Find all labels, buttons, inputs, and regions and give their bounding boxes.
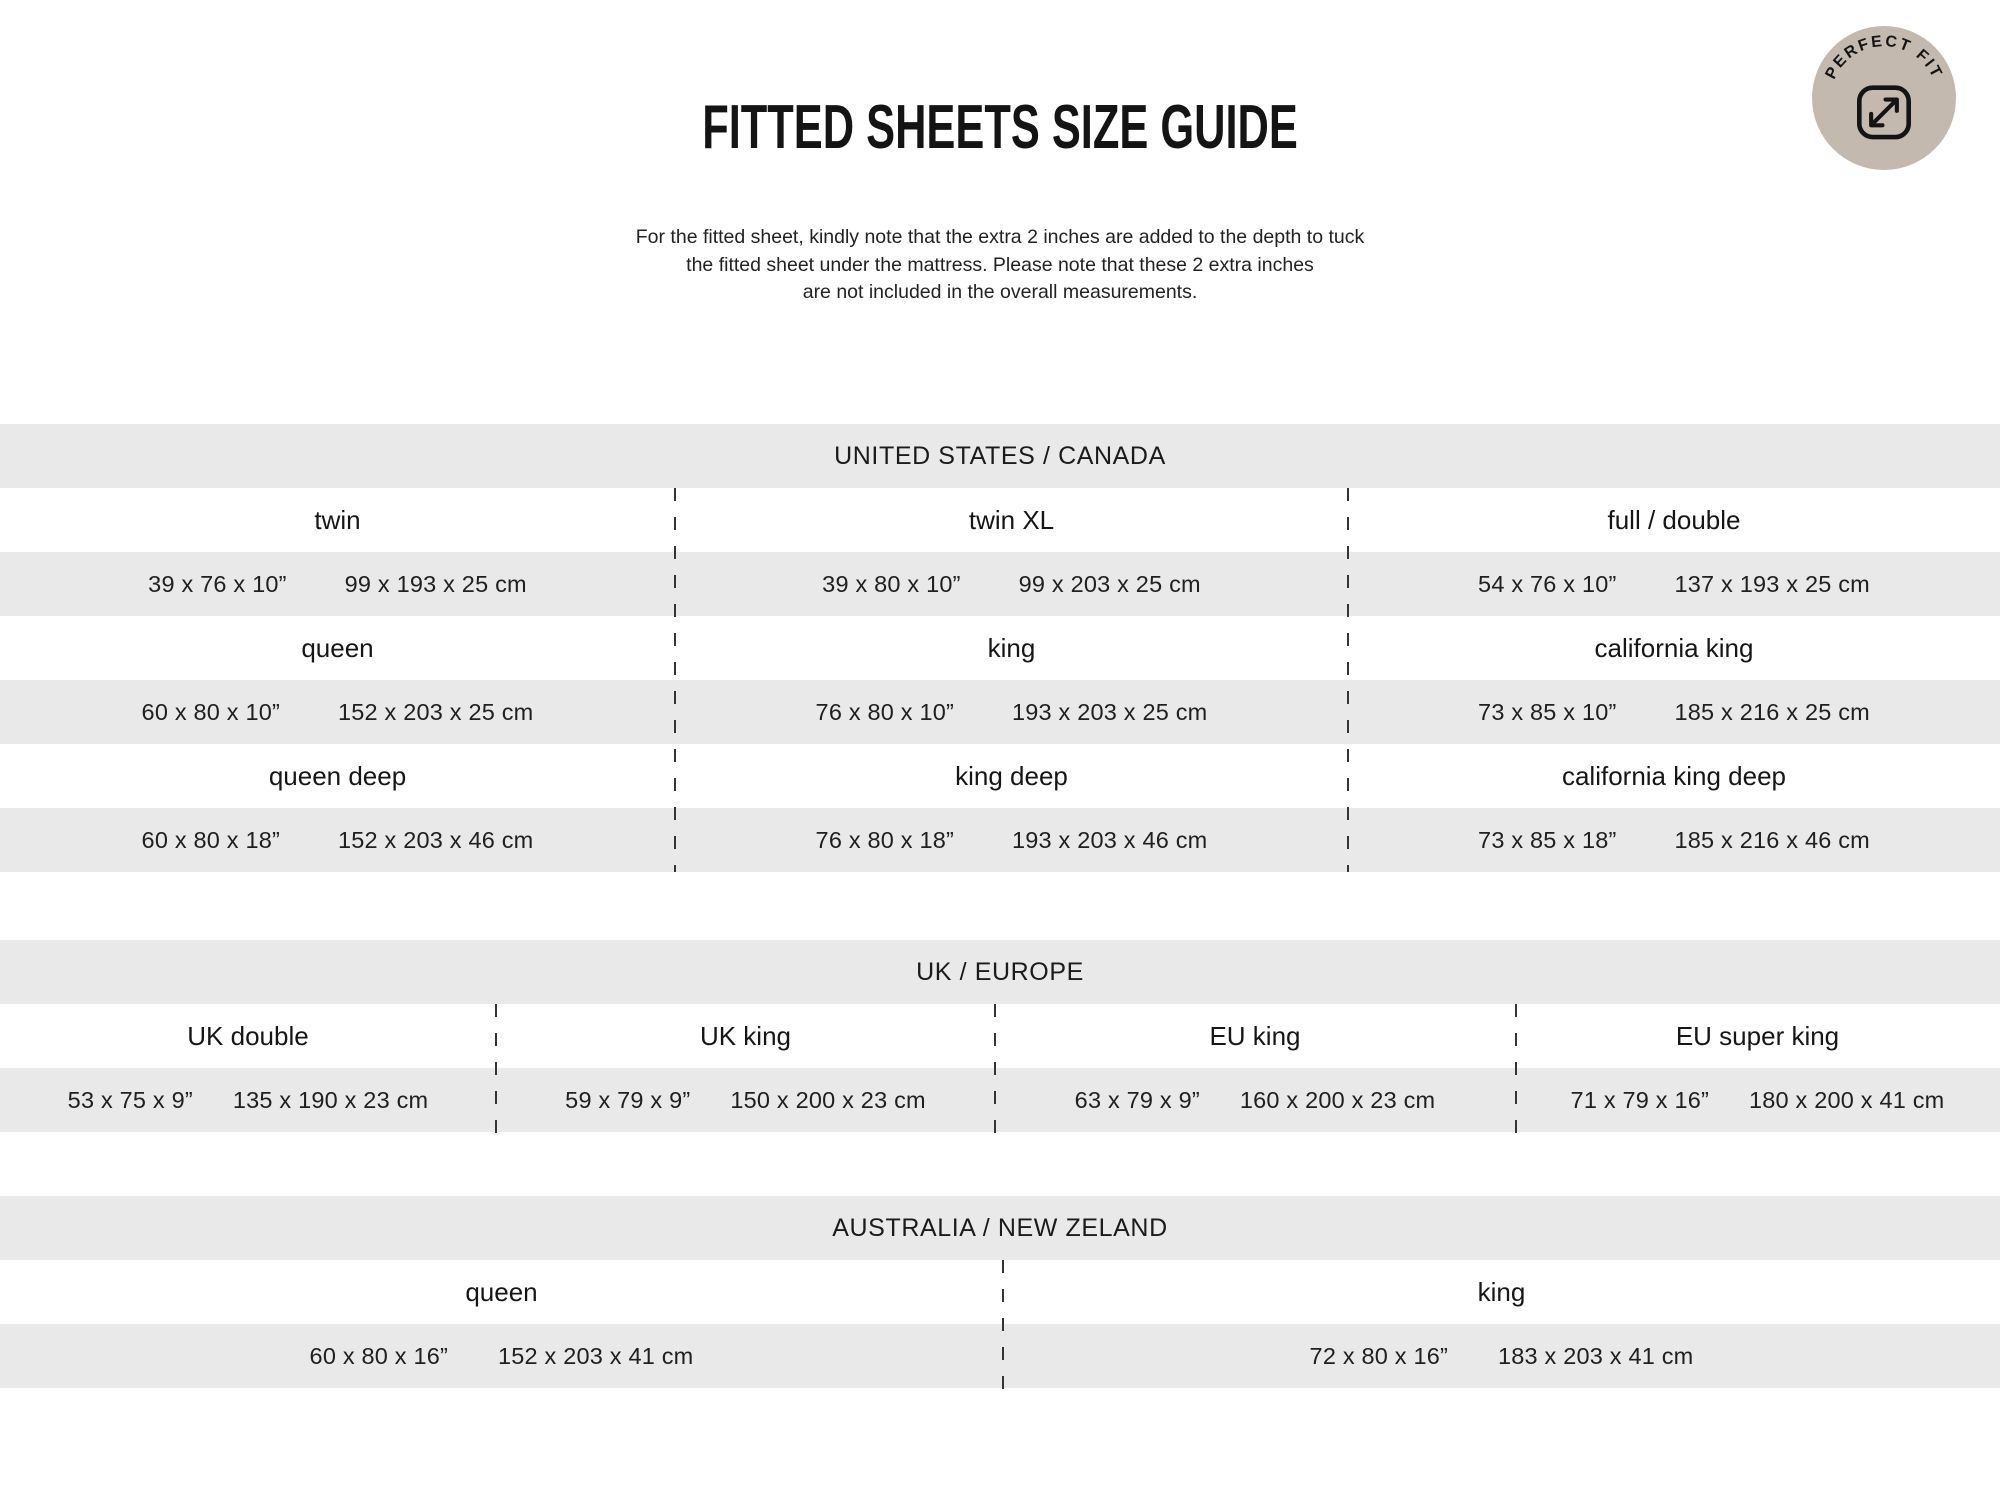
size-name-eu-king: EU king bbox=[1209, 1020, 1301, 1051]
size-value-row bbox=[0, 1068, 2000, 1132]
size-values-full-double bbox=[1348, 571, 2000, 598]
size-name-row bbox=[0, 744, 2000, 808]
size-values-twin-xl bbox=[675, 571, 1348, 598]
size-cm: 193 x 203 x 46 cm bbox=[1012, 826, 1208, 853]
size-values-queen bbox=[0, 699, 675, 726]
size-inches: 59 x 79 x 9” bbox=[565, 1086, 691, 1113]
size-inches: 71 x 79 x 16” bbox=[1570, 1086, 1710, 1113]
size-inches: 39 x 80 x 10” bbox=[822, 570, 961, 597]
page-title: FITTED SHEETS SIZE GUIDE bbox=[702, 93, 1298, 162]
section-header-australia-nz bbox=[0, 1196, 2000, 1260]
size-cm: 180 x 200 x 41 cm bbox=[1749, 1086, 1945, 1113]
size-name-full-double: full / double bbox=[1607, 504, 1741, 535]
size-values-king bbox=[675, 699, 1348, 726]
size-values-king-deep bbox=[675, 827, 1348, 854]
size-cm: 152 x 203 x 25 cm bbox=[338, 698, 534, 725]
size-inches: 72 x 80 x 16” bbox=[1309, 1342, 1449, 1369]
size-cm: 193 x 203 x 25 cm bbox=[1012, 698, 1208, 725]
size-cm: 99 x 193 x 25 cm bbox=[344, 570, 527, 597]
intro-note-line-2: the fitted sheet under the mattress. Please note that these 2 extra inches bbox=[686, 253, 1314, 276]
size-values-au-queen bbox=[0, 1343, 1003, 1370]
section-title: UK / EUROPE bbox=[916, 957, 1084, 986]
size-name-twin-xl: twin XL bbox=[968, 504, 1055, 535]
section-title: UNITED STATES / CANADA bbox=[834, 441, 1166, 470]
size-cm: 152 x 203 x 46 cm bbox=[338, 826, 534, 853]
size-name-au-king: king bbox=[1477, 1276, 1526, 1307]
size-value-row bbox=[0, 680, 2000, 744]
size-values-twin bbox=[0, 571, 675, 598]
column-divider bbox=[1515, 1004, 1517, 1134]
column-divider bbox=[1347, 488, 1349, 872]
size-inches: 54 x 76 x 10” bbox=[1478, 570, 1617, 597]
section-header-us-canada bbox=[0, 424, 2000, 488]
size-name-row bbox=[0, 488, 2000, 552]
size-name-eu-super-king: EU super king bbox=[1675, 1020, 1840, 1051]
size-name-california-king: california king bbox=[1594, 632, 1754, 663]
section-title: AUSTRALIA / NEW ZELAND bbox=[832, 1213, 1168, 1242]
size-cm: 135 x 190 x 23 cm bbox=[232, 1086, 429, 1113]
size-cm: 183 x 203 x 41 cm bbox=[1498, 1342, 1694, 1369]
size-name-uk-king: UK king bbox=[699, 1020, 792, 1051]
size-inches: 73 x 85 x 18” bbox=[1478, 826, 1617, 853]
size-inches: 73 x 85 x 10” bbox=[1478, 698, 1617, 725]
size-inches: 63 x 79 x 9” bbox=[1074, 1086, 1200, 1113]
size-name-king-deep: king deep bbox=[955, 760, 1068, 791]
intro-note bbox=[0, 224, 2000, 307]
size-values-california-king bbox=[1348, 699, 2000, 726]
size-name-row bbox=[0, 1004, 2000, 1068]
size-inches: 76 x 80 x 18” bbox=[815, 826, 955, 853]
size-name-king: king bbox=[987, 632, 1036, 663]
size-cm: 160 x 200 x 23 cm bbox=[1239, 1086, 1436, 1113]
column-divider bbox=[674, 488, 676, 872]
size-value-row bbox=[0, 1324, 2000, 1388]
section-australia-nz bbox=[0, 1196, 2000, 1388]
size-name-california-king-deep: california king deep bbox=[1561, 760, 1787, 791]
size-inches: 39 x 76 x 10” bbox=[148, 570, 287, 597]
size-values-queen-deep bbox=[0, 827, 675, 854]
size-values-uk-double bbox=[0, 1087, 496, 1114]
size-inches: 60 x 80 x 10” bbox=[141, 698, 281, 725]
size-inches: 60 x 80 x 18” bbox=[141, 826, 281, 853]
intro-note-line-3: are not included in the overall measurements. bbox=[802, 281, 1198, 303]
section-us-canada bbox=[0, 424, 2000, 872]
section-header-uk-europe bbox=[0, 940, 2000, 1004]
column-divider bbox=[1002, 1260, 1004, 1390]
size-cm: 99 x 203 x 25 cm bbox=[1018, 570, 1201, 597]
size-name-queen-deep: queen deep bbox=[268, 760, 407, 791]
size-values-uk-king bbox=[496, 1087, 995, 1114]
size-name-au-queen: queen bbox=[465, 1276, 538, 1307]
size-values-eu-super-king bbox=[1515, 1087, 2000, 1114]
size-name-uk-double: UK double bbox=[187, 1020, 309, 1051]
perfect-fit-badge bbox=[1812, 26, 1956, 170]
size-value-row bbox=[0, 552, 2000, 616]
badge-label: PERFECT FIT bbox=[1822, 32, 1946, 82]
size-name-queen: queen bbox=[301, 632, 374, 663]
size-name-row bbox=[0, 1260, 2000, 1324]
size-inches: 53 x 75 x 9” bbox=[67, 1086, 193, 1113]
size-inches: 60 x 80 x 16” bbox=[309, 1342, 449, 1369]
size-inches: 76 x 80 x 10” bbox=[815, 698, 955, 725]
size-value-row bbox=[0, 808, 2000, 872]
column-divider bbox=[495, 1004, 497, 1134]
size-cm: 152 x 203 x 41 cm bbox=[498, 1342, 694, 1369]
size-cm: 185 x 216 x 25 cm bbox=[1674, 698, 1870, 725]
size-cm: 137 x 193 x 25 cm bbox=[1674, 570, 1870, 597]
size-name-row bbox=[0, 616, 2000, 680]
size-name-twin: twin bbox=[314, 504, 361, 535]
size-cm: 185 x 216 x 46 cm bbox=[1674, 826, 1870, 853]
size-cm: 150 x 200 x 23 cm bbox=[730, 1086, 926, 1113]
size-values-california-king-deep bbox=[1348, 827, 2000, 854]
intro-note-line-1: For the fitted sheet, kindly note that the extra 2 inches are added to the depth to tuck bbox=[635, 226, 1365, 248]
size-values-au-king bbox=[1003, 1343, 2000, 1370]
section-uk-europe bbox=[0, 940, 2000, 1132]
size-values-eu-king bbox=[995, 1087, 1515, 1114]
column-divider bbox=[994, 1004, 996, 1134]
